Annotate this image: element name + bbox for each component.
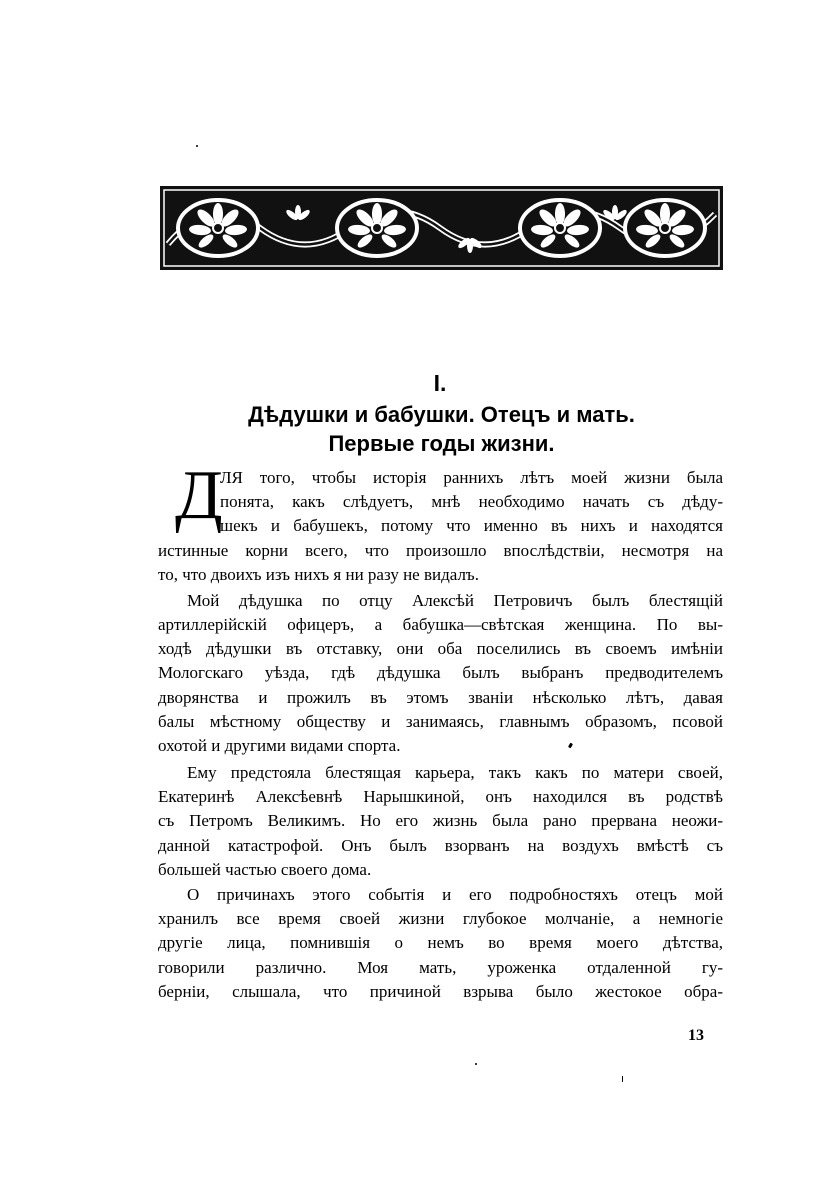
text-line: понята, какъ слѣдуетъ, мнѣ необходимо начать съ дѣду- — [220, 492, 723, 511]
text-line: Екатеринѣ Алексѣевнѣ Нарышкиной, онъ находился въ родствѣ — [158, 787, 723, 806]
text-line: берніи, слышала, что причиной взрыва было жестокое обра- — [158, 982, 723, 1001]
text-line: хранилъ все время своей жизни глубокое молчаніе, а немногіе — [158, 909, 723, 928]
scan-speck — [475, 1063, 477, 1065]
text-line: артиллерійскій офицеръ, а бабушка—свѣтская женщина. По вы- — [158, 615, 723, 634]
text-line: данной катастрофой. Онъ былъ взорванъ на воздухъ вмѣстѣ съ — [158, 836, 723, 855]
text-line: Ему предстояла блестящая карьера, такъ какъ по матери своей, — [187, 763, 723, 782]
text-line: дворянства и прожилъ въ этомъ званіи нѣсколько лѣтъ, давая — [158, 688, 723, 707]
chapter-subtitle: Первые годы жизни. — [328, 431, 555, 456]
text-line: охотой и другими видами спорта. — [158, 736, 401, 755]
text-line: ЛЯ того, чтобы исторія раннихъ лѣтъ моей жизни была — [220, 468, 723, 487]
text-line: то, что двоихъ изъ нихъ я ни разу не видалъ. — [158, 565, 479, 584]
header-ornament — [160, 186, 723, 270]
text-line: большей частью своего дома. — [158, 860, 372, 879]
page-number: 13 — [688, 1027, 704, 1044]
chapter-number: I. — [433, 370, 447, 396]
chapter-title: Дѣдушки и бабушки. Отецъ и мать. — [248, 402, 635, 427]
text-line: говорили различно. Моя мать, уроженка отдаленной гу- — [158, 958, 723, 977]
text-line: Мой дѣдушка по отцу Алексѣй Петровичъ былъ блестящій — [187, 591, 723, 610]
text-line: ходѣ дѣдушки въ отставку, они оба поселились въ своемъ имѣніи — [158, 639, 723, 658]
text-line: Мологскаго уѣзда, гдѣ дѣдушка былъ выбранъ предводителемъ — [158, 663, 723, 682]
text-line: другіе лица, помнившія о немъ во время моего дѣтства, — [158, 933, 723, 952]
text-line: съ Петромъ Великимъ. Но его жизнь была рано прервана неожи- — [158, 811, 723, 830]
scan-speck — [622, 1076, 623, 1082]
scan-speck — [568, 743, 573, 749]
text-line: балы мѣстному обществу и занимаясь, главнымъ образомъ, псовой — [158, 712, 723, 731]
scan-speck — [196, 145, 198, 147]
text-line: шекъ и бабушекъ, потому что именно въ нихъ и находятся — [220, 516, 723, 535]
drop-cap: Д — [175, 457, 223, 534]
text-line: истинные корни всего, что произошло впослѣдствіи, несмотря на — [158, 541, 723, 560]
text-line: О причинахъ этого событія и его подробностяхъ отецъ мой — [187, 885, 723, 904]
